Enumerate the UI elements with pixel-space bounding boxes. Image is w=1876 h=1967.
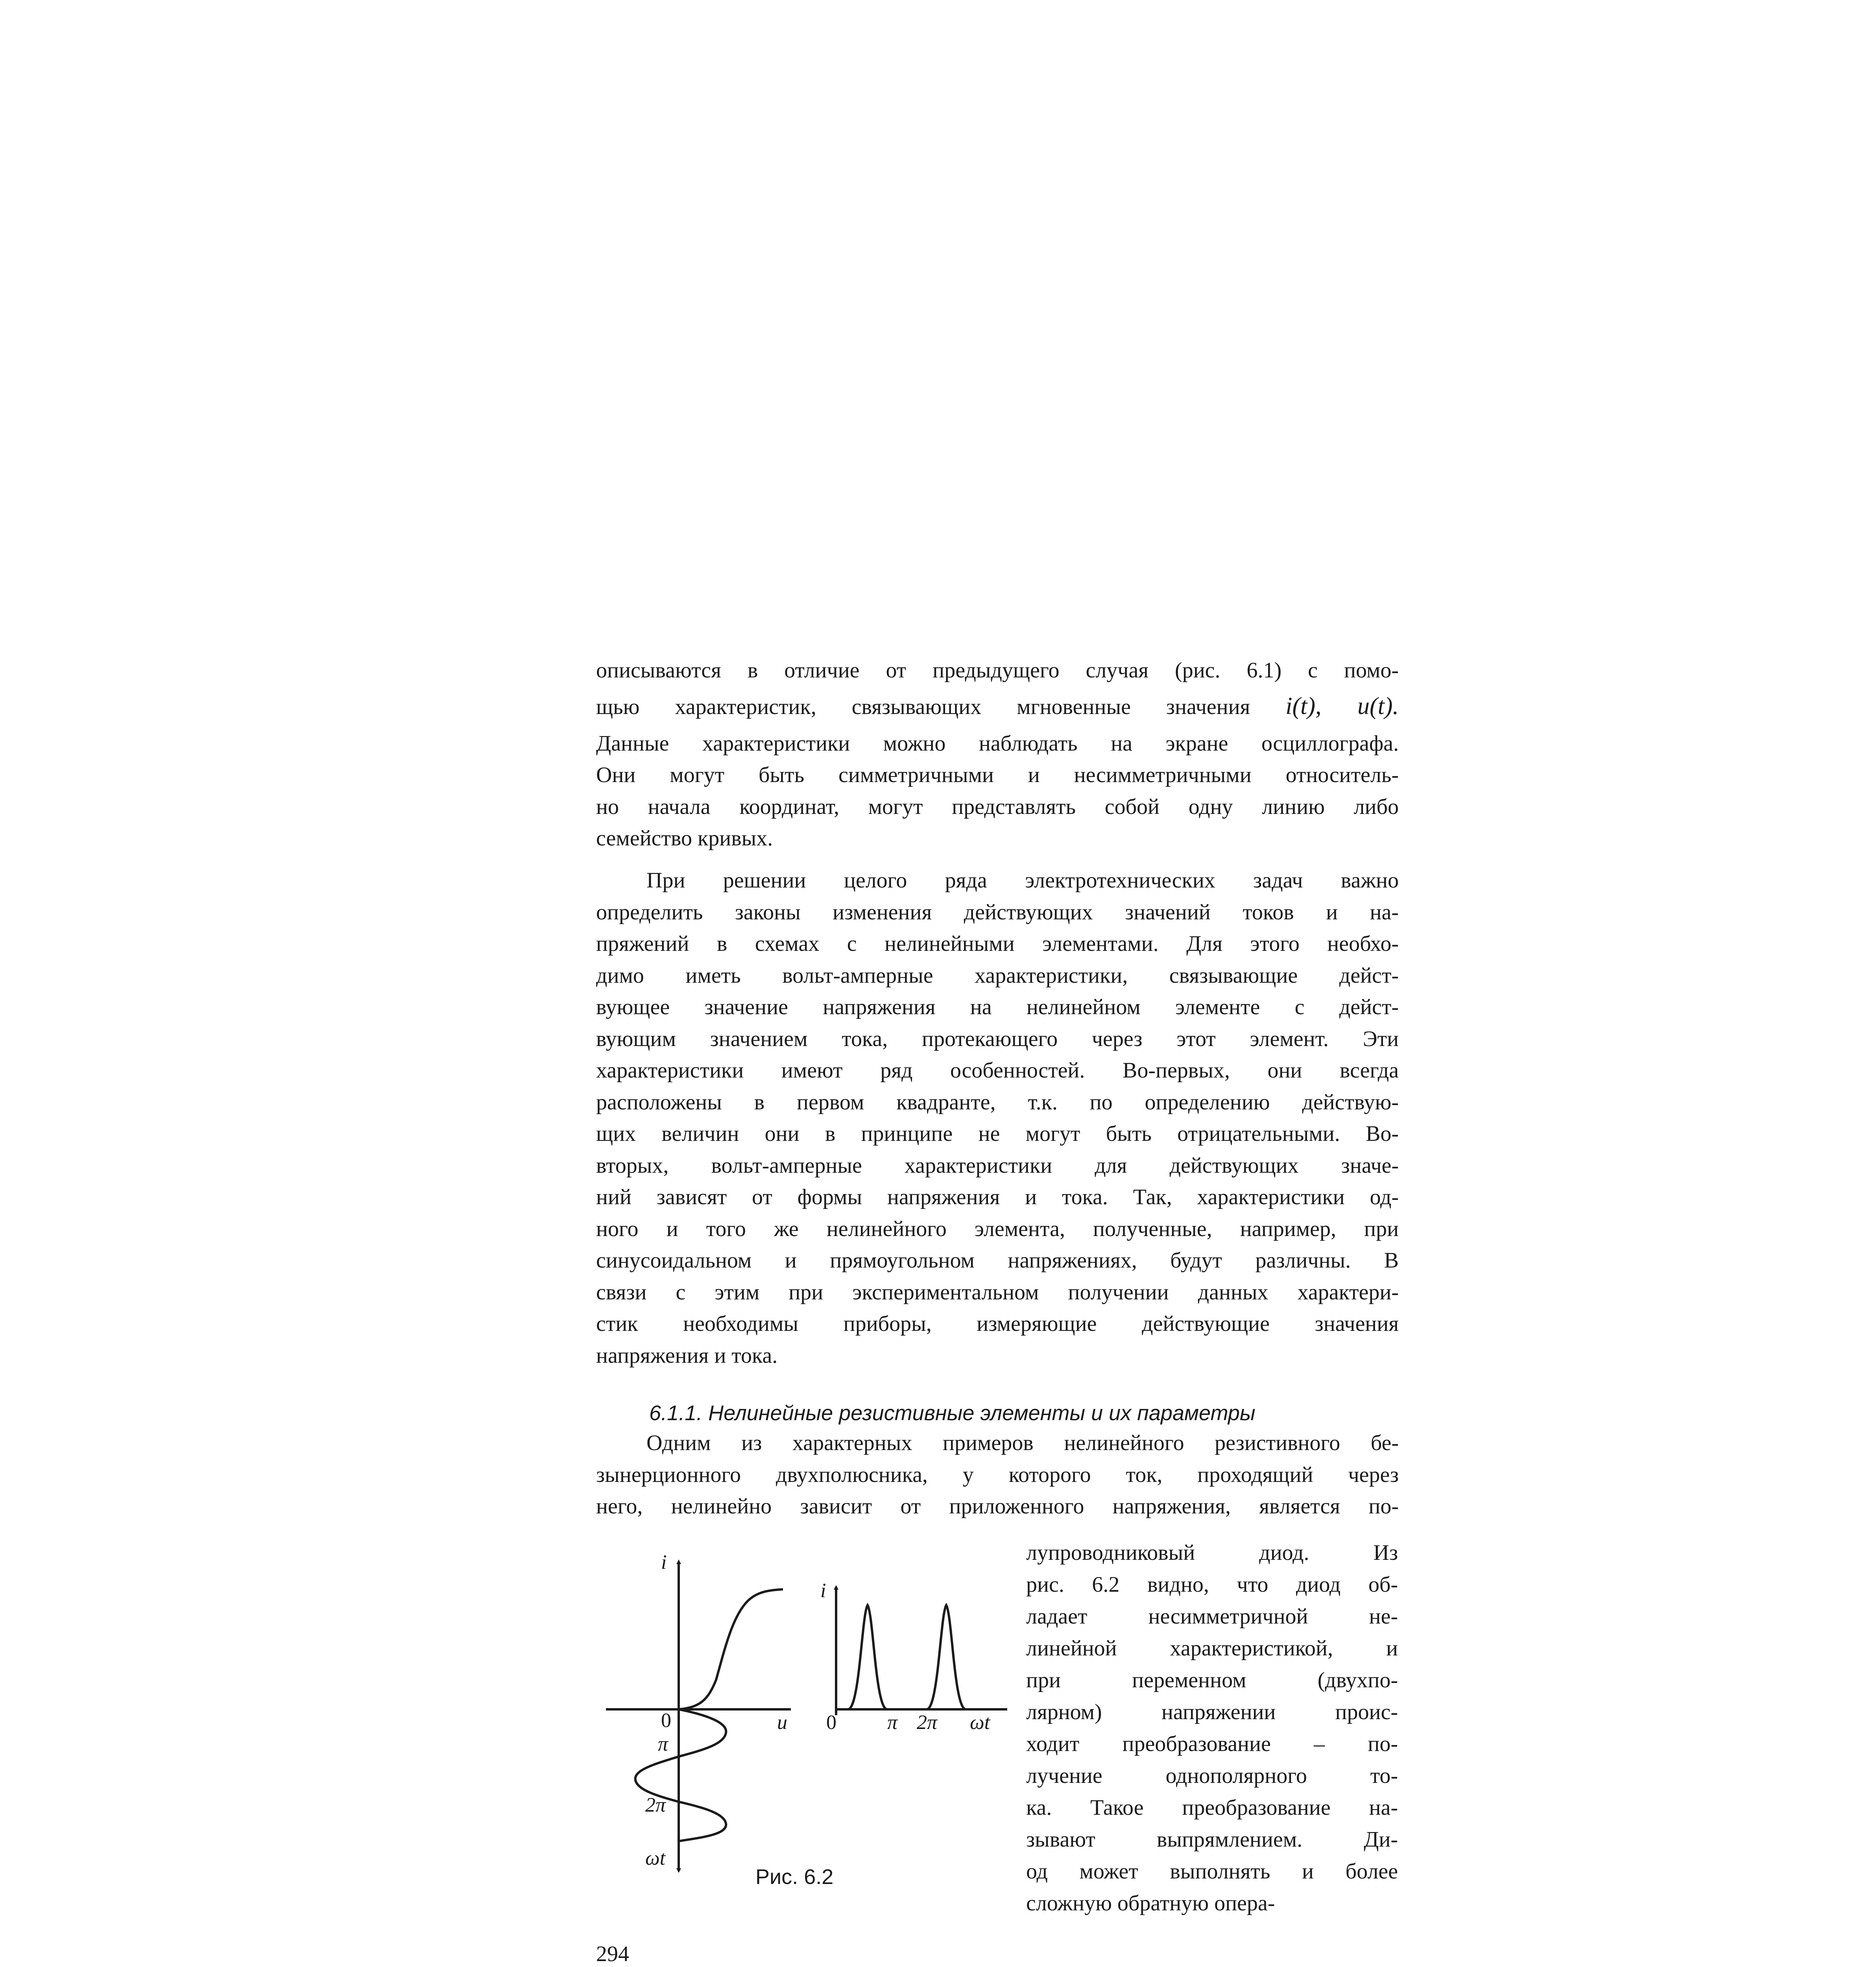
paragraph-3 [596, 1427, 1399, 1522]
paragraph-2 [596, 865, 1399, 1371]
text-line: од может выполнять и более [1026, 1859, 1398, 1884]
text-line: сложную обратную опера- [1026, 1891, 1275, 1915]
text-line: но начала координат, могут представлять собой одну линию либо [596, 794, 1399, 819]
text-fragment: щью характеристик, связывающих мгновенные значения [596, 694, 1286, 719]
formula-i-u-of-t: i(t), u(t). [1285, 692, 1399, 720]
text-line: лупроводниковый диод. Из [1026, 1541, 1398, 1565]
right-wt-label: ωt [970, 1711, 990, 1734]
left-wt-label: ωt [645, 1847, 666, 1869]
text-line: при переменном (двухпо- [1026, 1668, 1398, 1692]
text-line: него, нелинейно зависит от приложенного напряжения, является по- [596, 1494, 1399, 1519]
text-line: ка. Такое преобразование на- [1026, 1795, 1398, 1820]
text-line: щих величин они в принципе не могут быть отрицательными. Во- [596, 1122, 1399, 1146]
text-line: определить законы изменения действующих значений токов и на- [596, 900, 1399, 924]
left-i-label: i [661, 1551, 667, 1574]
paragraph-1 [596, 655, 1399, 854]
text-line: характеристики имеют ряд особенностей. Во-первых, они всегда [596, 1058, 1399, 1083]
text-line: рис. 6.2 видно, что диод об- [1026, 1572, 1398, 1597]
text-line: димо иметь вольт-амперные характеристики, связывающие дейст- [596, 963, 1399, 988]
text-line: ного и того же нелинейного элемента, полученные, например, при [596, 1216, 1399, 1241]
text-line: вующим значением тока, протекающего через этот элемент. Эти [596, 1026, 1399, 1051]
right-2pi-label: 2π [917, 1711, 938, 1734]
text-line: зывают выпрямлением. Ди- [1026, 1827, 1398, 1852]
figure-6-2 [590, 1550, 1027, 1873]
text-line: линейной характеристикой, и [1026, 1636, 1398, 1661]
text-line: стик необходимы приборы, измеряющие действующие значения [596, 1312, 1399, 1336]
text-line: При решении целого ряда электротехнических задач важно [646, 868, 1399, 893]
left-2pi-label: 2π [645, 1794, 666, 1816]
right-i-label: i [820, 1580, 826, 1602]
current-pulse-1 [848, 1605, 887, 1709]
text-line: Одним из характерных примеров нелинейного резистивного бе- [646, 1431, 1399, 1455]
text-line: описываются в отличие от предыдущего случая (рис. 6.1) с помо- [596, 658, 1399, 683]
figure-caption: Рис. 6.2 [755, 1865, 834, 1889]
right-origin-label: 0 [826, 1711, 836, 1734]
text-line: синусоидальном и прямоугольном напряжениях, будут различны. В [596, 1248, 1399, 1273]
left-u-label: u [777, 1711, 787, 1734]
left-plot [606, 1562, 791, 1871]
text-line: Данные характеристики можно наблюдать на экране осциллографа. [596, 731, 1399, 756]
text-line: лучение однополярного то- [1026, 1764, 1398, 1788]
right-pi-label: π [887, 1711, 898, 1734]
text-line: напряжения и тока. [596, 1343, 778, 1368]
text-line: лярном) напряжении проис- [1026, 1700, 1398, 1724]
text-line: вующее значение напряжения на нелинейном элементе с дейст- [596, 995, 1399, 1019]
text-line: ходит преобразование – по- [1026, 1732, 1398, 1756]
text-line: пряжений в схемах с нелинейными элементами. Для этого необхо- [596, 932, 1399, 956]
text-line: вторых, вольт-амперные характеристики для действующих значе- [596, 1153, 1399, 1178]
text-line: семейство кривых. [596, 826, 773, 851]
paragraph-3-wrap-column [1026, 1537, 1398, 1919]
text-line: ний зависят от формы напряжения и тока. Так, характеристики од- [596, 1185, 1399, 1209]
text-line: связи с этим при экспериментальном получении данных характери- [596, 1280, 1399, 1305]
page-number: 294 [596, 1942, 629, 1966]
current-pulse-2 [927, 1605, 966, 1709]
left-origin-label: 0 [661, 1709, 671, 1732]
text-line-with-formula [596, 686, 1399, 728]
sinusoidal-voltage-curve [635, 1709, 726, 1841]
section-heading: 6.1.1. Нелинейные резистивные элементы и их параметры [649, 1401, 1256, 1425]
right-plot [836, 1587, 1007, 1715]
text-line: зынерционного двухполюсника, у которого ток, проходящий через [596, 1462, 1399, 1487]
left-pi-label: π [658, 1733, 668, 1755]
text-line: ладает несимметричной не- [1026, 1604, 1398, 1629]
text-line: Они могут быть симметричными и несимметричными относитель- [596, 763, 1399, 787]
text-line: расположены в первом квадранте, т.к. по определению действую- [596, 1090, 1399, 1115]
diode-iv-curve [679, 1589, 783, 1709]
